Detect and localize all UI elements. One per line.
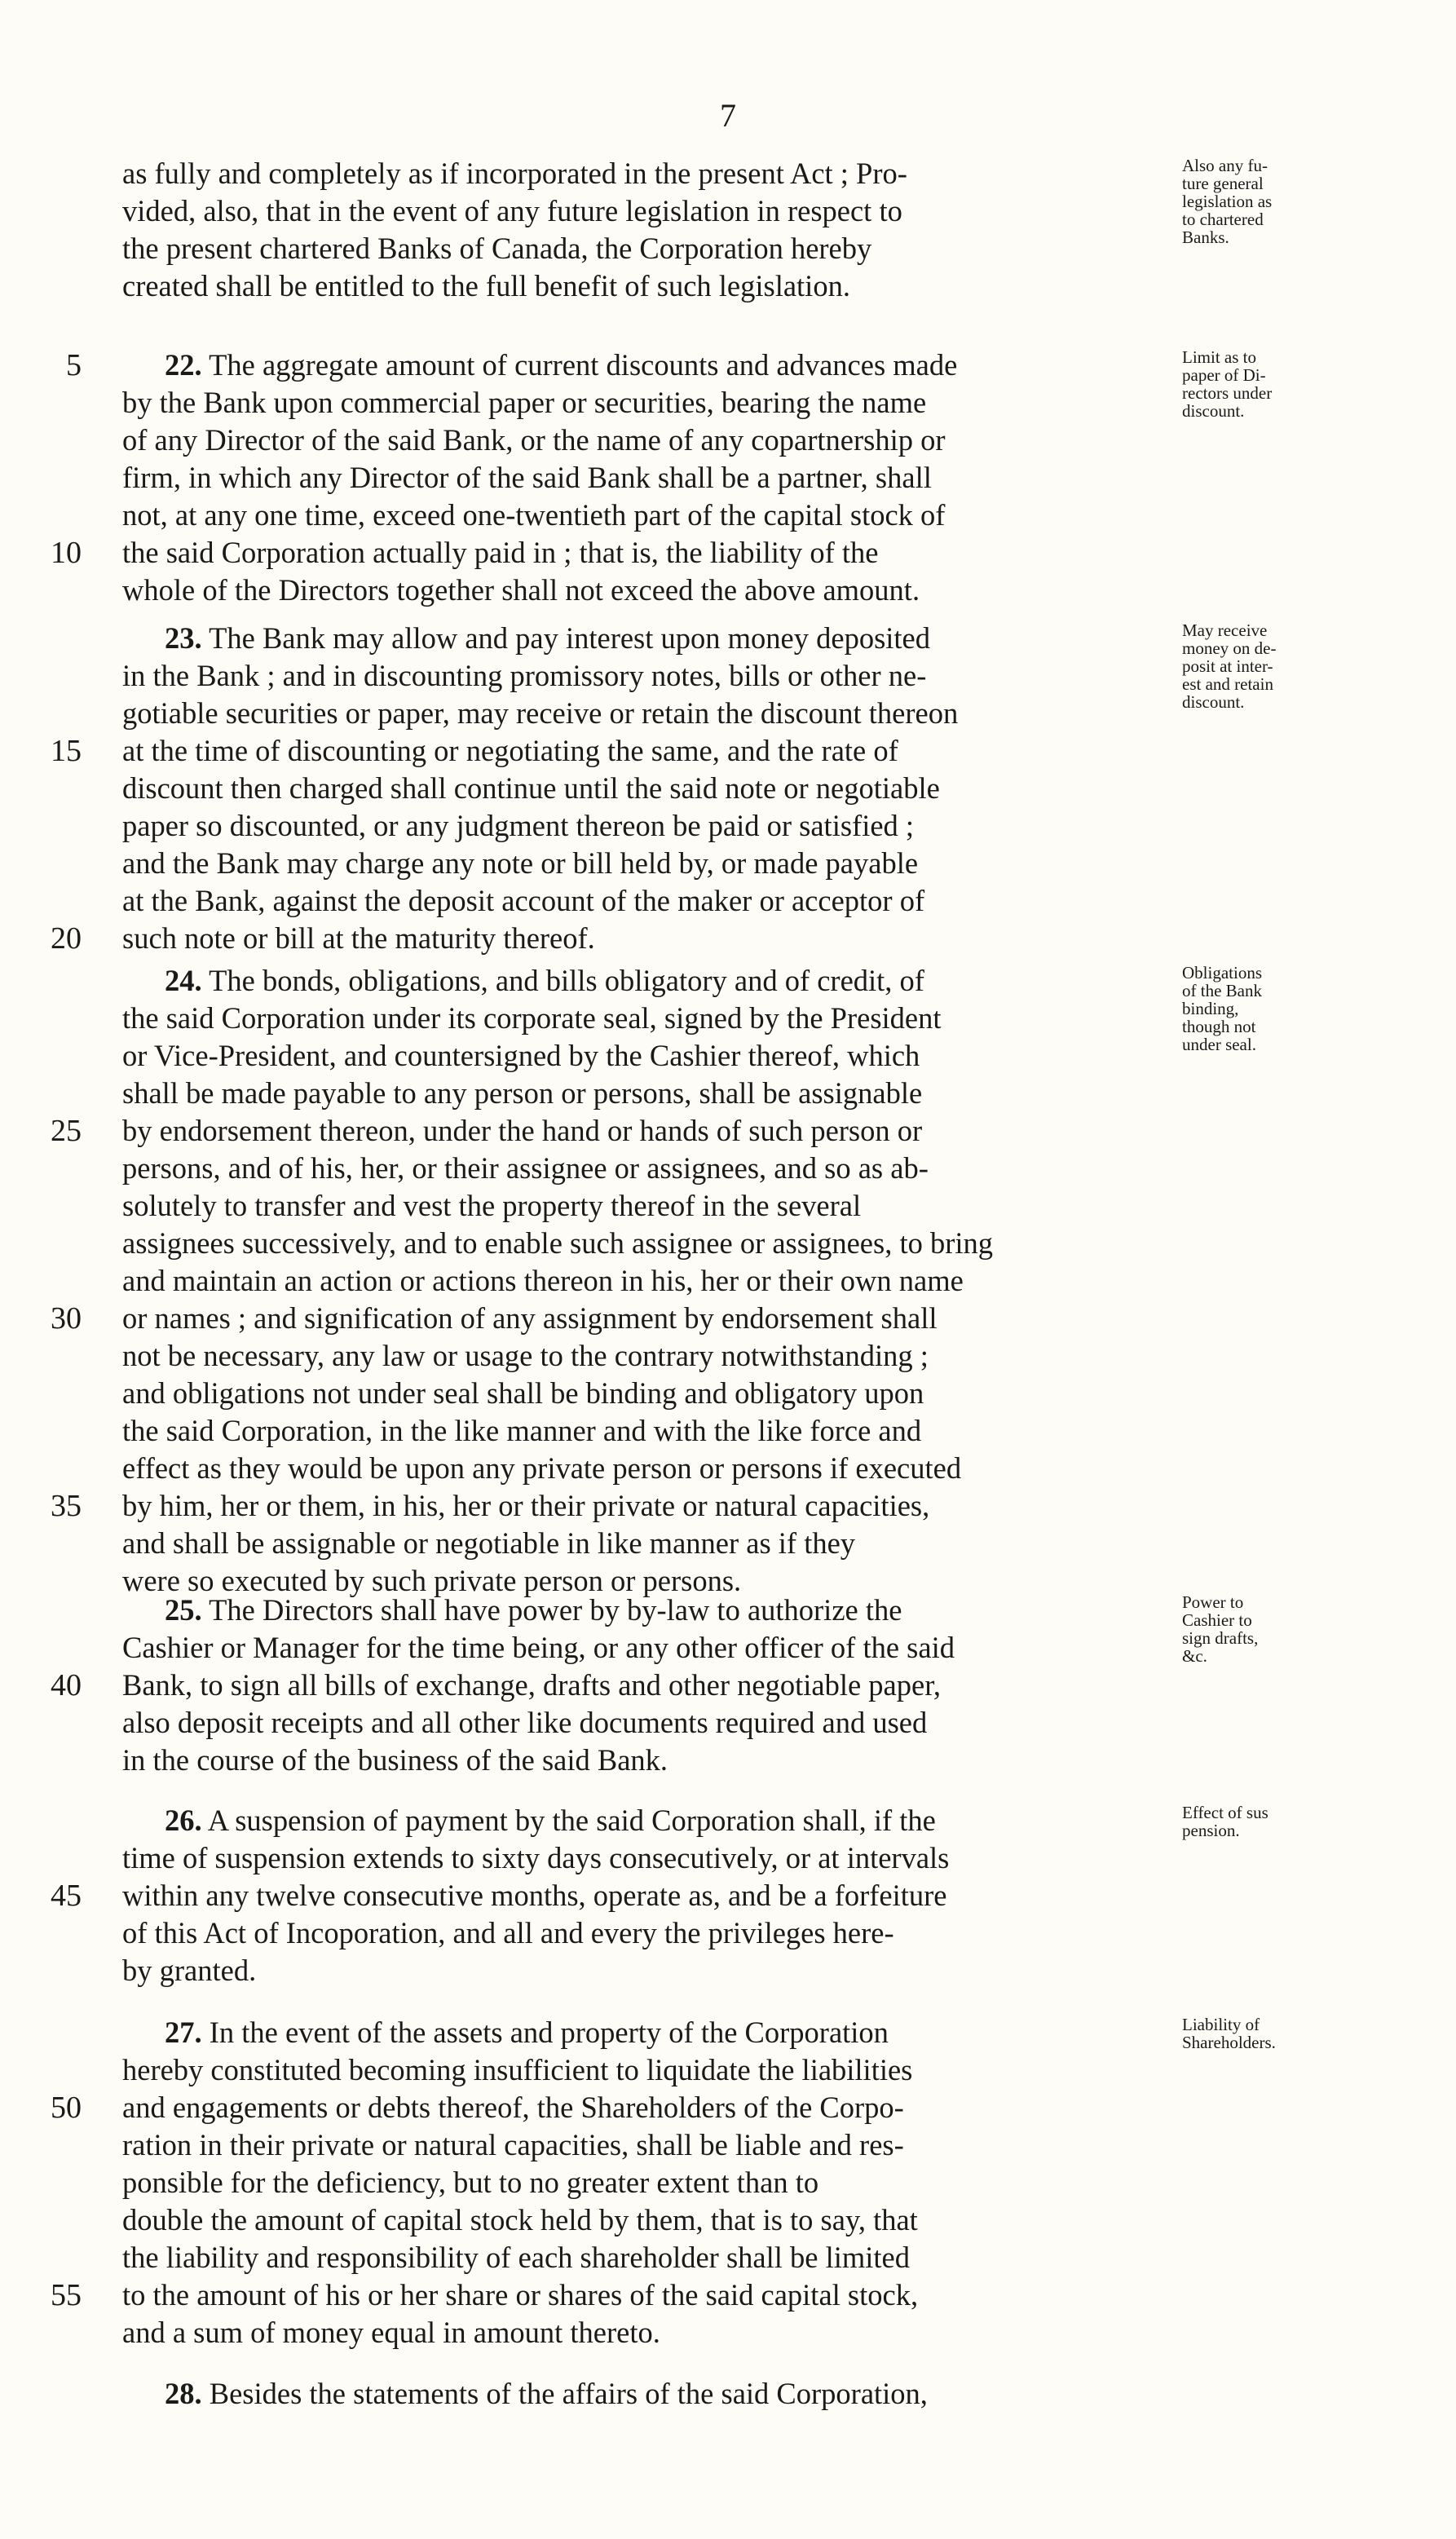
line-number: 15: [51, 734, 82, 768]
line-number: 30: [51, 1301, 82, 1336]
line-text: A suspension of payment by the said Corporation shall, if the: [201, 1804, 936, 1837]
line-text: or Vice-President, and countersigned by the Cashier thereof, which: [122, 1039, 920, 1072]
line-text: The bonds, obligations, and bills obligatory and of credit, of: [201, 964, 924, 997]
margin-note-line: of the Bank: [1182, 981, 1262, 1000]
margin-note-line: Obligations: [1182, 963, 1262, 982]
line-text: solutely to transfer and vest the property thereof in the several: [122, 1189, 862, 1222]
section-number: 27.: [165, 2016, 202, 2049]
text-line: [122, 192, 1174, 230]
text-line: [51, 1877, 1174, 1914]
line-text: hereby constituted becoming insufficient to liquidate the liabilities: [122, 2053, 913, 2086]
line-text: by him, her or them, in his, her or their private or natural capacities,: [122, 1489, 930, 1522]
section-s27: [51, 2014, 1304, 2360]
line-text: whole of the Directors together shall not exceed the above amount.: [122, 573, 920, 607]
margin-note-line: Banks.: [1182, 227, 1229, 247]
text-line: [122, 1450, 1174, 1487]
line-text: by endorsement thereon, under the hand or hands of such person or: [122, 1114, 923, 1147]
line-number: 45: [51, 1879, 82, 1913]
margin-note-line: money on de-: [1182, 638, 1277, 658]
text-line: [122, 230, 1174, 267]
margin-note-line: legislation as: [1182, 192, 1273, 211]
line-text: and engagements or debts thereof, the Shareholders of the Corpo-: [122, 2091, 904, 2124]
line-text: as fully and completely as if incorporated in the present Act ; Pro-: [122, 157, 907, 190]
section-number: 24.: [165, 964, 202, 997]
text-line: [122, 2014, 1174, 2051]
margin-note-line: pension.: [1182, 1821, 1240, 1840]
text-line: [122, 1037, 1174, 1075]
line-text: were so executed by such private person or persons.: [122, 1564, 742, 1597]
text-line: [122, 155, 1174, 192]
section-s22: [51, 347, 1304, 617]
section-number: 26.: [165, 1804, 202, 1837]
section-number: 28.: [165, 2377, 202, 2410]
margin-note: [1182, 348, 1308, 420]
line-text: or names ; and signification of any assignment by endorsement shall: [122, 1301, 938, 1335]
line-text: to the amount of his or her share or shares of the said capital stock,: [122, 2278, 919, 2312]
line-number: 25: [51, 1114, 82, 1148]
text-line: [122, 1075, 1174, 1112]
margin-note: [1182, 1593, 1308, 1665]
section-s28: [122, 2375, 1304, 2421]
text-line: [122, 384, 1174, 422]
line-number: 55: [51, 2278, 82, 2312]
line-text: the said Corporation under its corporate seal, signed by the President: [122, 1001, 942, 1035]
line-text: at the time of discounting or negotiating the same, and the rate of: [122, 734, 898, 767]
line-text: The aggregate amount of current discounts and advances made: [201, 348, 958, 382]
line-text: also deposit receipts and all other like documents required and used: [122, 1706, 928, 1739]
margin-note-line: est and retain: [1182, 674, 1273, 694]
margin-note: [1182, 964, 1308, 1053]
margin-note: [1182, 2016, 1308, 2051]
text-line: [122, 1704, 1174, 1742]
line-text: of any Director of the said Bank, or the name of any copartnership or: [122, 423, 946, 457]
line-text: and maintain an action or actions thereon in his, her or their own name: [122, 1264, 964, 1297]
line-number: 35: [51, 1489, 82, 1523]
text-line: [122, 695, 1174, 732]
line-text: vided, also, that in the event of any future legislation in respect to: [122, 194, 902, 227]
text-line: [66, 347, 1174, 384]
line-text: time of suspension extends to sixty days consecutively, or at intervals: [122, 1841, 950, 1874]
line-text: persons, and of his, her, or their assignee or assignees, and so as ab-: [122, 1151, 929, 1185]
line-text: created shall be entitled to the full benefit of such legislation.: [122, 269, 850, 302]
margin-note: [1182, 157, 1308, 246]
text-line: [122, 1629, 1174, 1667]
line-text: by the Bank upon commercial paper or securities, bearing the name: [122, 386, 927, 419]
margin-note-line: Power to: [1182, 1592, 1244, 1612]
line-text: within any twelve consecutive months, operate as, and be a forfeiture: [122, 1879, 947, 1912]
margin-note-line: under seal.: [1182, 1035, 1256, 1054]
margin-note-line: paper of Di-: [1182, 365, 1266, 385]
line-text: assignees successively, and to enable such assignee or assignees, to bring: [122, 1226, 994, 1260]
text-line: [51, 1487, 1174, 1525]
text-line: [122, 459, 1174, 497]
margin-note-line: discount.: [1182, 692, 1245, 712]
text-line: [122, 1375, 1174, 1412]
section-number: 25.: [165, 1593, 202, 1627]
line-text: of this Act of Incoporation, and all and every the privileges here-: [122, 1916, 894, 1950]
section-number: 22.: [165, 348, 202, 382]
line-text: shall be made payable to any person or persons, shall be assignable: [122, 1076, 923, 1110]
margin-note-line: ture general: [1182, 174, 1264, 193]
section-s26: [51, 1802, 1304, 1998]
line-text: in the course of the business of the said Bank.: [122, 1743, 668, 1777]
text-line: [122, 1525, 1174, 1562]
line-text: and shall be assignable or negotiable in like manner as if they: [122, 1526, 856, 1560]
line-text: firm, in which any Director of the said Bank shall be a partner, shall: [122, 461, 932, 494]
line-text: double the amount of capital stock held by them, that is to say, that: [122, 2203, 918, 2237]
line-text: at the Bank, against the deposit account of the maker or acceptor of: [122, 884, 925, 917]
text-line: [122, 2375, 1174, 2413]
text-line: [122, 1187, 1174, 1225]
text-line: [51, 1300, 1174, 1337]
line-text: ponsible for the deficiency, but to no greater extent than to: [122, 2166, 819, 2199]
line-text: the said Corporation actually paid in ; that is, the liability of the: [122, 536, 879, 569]
text-line: [122, 572, 1174, 609]
text-line: [122, 422, 1174, 459]
text-line: [122, 962, 1174, 1000]
line-number: 50: [51, 2091, 82, 2125]
line-text: not be necessary, any law or usage to the contrary notwithstanding ;: [122, 1339, 929, 1372]
margin-note-line: Shareholders.: [1182, 2033, 1276, 2052]
text-line: [122, 845, 1174, 882]
text-line: [51, 2089, 1174, 2126]
text-line: [122, 1839, 1174, 1877]
text-line: [122, 1412, 1174, 1450]
text-line: [122, 2201, 1174, 2239]
text-line: [122, 1000, 1174, 1037]
line-text: ration in their private or natural capacities, shall be liable and res-: [122, 2128, 904, 2161]
line-text: discount then charged shall continue until the said note or negotiable: [122, 771, 940, 805]
text-line: [122, 1592, 1174, 1629]
section-number: 23.: [165, 621, 202, 655]
margin-note-line: Cashier to: [1182, 1610, 1252, 1630]
margin-note-line: Limit as to: [1182, 347, 1256, 367]
text-line: [122, 2164, 1174, 2201]
text-line: [122, 2314, 1174, 2351]
text-line: [122, 770, 1174, 807]
line-text: Bank, to sign all bills of exchange, drafts and other negotiable paper,: [122, 1668, 942, 1702]
text-line: [51, 2276, 1174, 2314]
line-text: the liability and responsibility of each shareholder shall be limited: [122, 2241, 910, 2274]
line-text: not, at any one time, exceed one-twentieth part of the capital stock of: [122, 498, 946, 532]
section-cont: [122, 155, 1304, 313]
text-line: [122, 2051, 1174, 2089]
line-number: 40: [51, 1668, 82, 1702]
line-text: The Directors shall have power by by-law to authorize the: [201, 1593, 902, 1627]
text-line: [122, 497, 1174, 534]
line-text: Cashier or Manager for the time being, or any other officer of the said: [122, 1631, 955, 1664]
text-line: [122, 807, 1174, 845]
margin-note-line: posit at inter-: [1182, 656, 1273, 676]
text-line: [122, 1742, 1174, 1779]
margin-note-line: though not: [1182, 1017, 1256, 1036]
text-line: [122, 267, 1174, 305]
line-number: 20: [51, 921, 82, 956]
line-text: and the Bank may charge any note or bill held by, or made payable: [122, 846, 919, 880]
margin-note-line: Liability of: [1182, 2015, 1260, 2034]
line-text: effect as they would be upon any private person or persons if executed: [122, 1451, 962, 1485]
line-text: paper so discounted, or any judgment thereon be paid or satisfied ;: [122, 809, 915, 842]
line-text: by granted.: [122, 1954, 257, 1987]
text-line: [122, 1337, 1174, 1375]
line-text: and obligations not under seal shall be binding and obligatory upon: [122, 1376, 924, 1410]
line-text: In the event of the assets and property of the Corporation: [201, 2016, 889, 2049]
line-number: 10: [51, 536, 82, 570]
margin-note-line: &c.: [1182, 1646, 1207, 1666]
text-line: [122, 620, 1174, 657]
text-line: [122, 1225, 1174, 1262]
margin-note-line: May receive: [1182, 620, 1268, 640]
text-line: [51, 1112, 1174, 1150]
line-text: The Bank may allow and pay interest upon money deposited: [201, 621, 931, 655]
margin-note-line: binding,: [1182, 999, 1239, 1018]
text-line: [122, 882, 1174, 920]
text-line: [51, 920, 1174, 957]
page-number: 7: [720, 97, 736, 134]
text-line: [122, 1802, 1174, 1839]
margin-note-line: Also any fu-: [1182, 156, 1268, 175]
text-line: [122, 1262, 1174, 1300]
line-text: such note or bill at the maturity thereof.: [122, 921, 595, 955]
text-line: [122, 657, 1174, 695]
section-s24: [51, 962, 1304, 1608]
text-line: [122, 1914, 1174, 1952]
margin-note-line: sign drafts,: [1182, 1628, 1259, 1648]
section-s25: [51, 1592, 1304, 1787]
line-text: and a sum of money equal in amount thereto.: [122, 2316, 660, 2349]
section-s23: [51, 620, 1304, 965]
margin-note-line: discount.: [1182, 401, 1245, 421]
line-text: Besides the statements of the affairs of the said Corporation,: [201, 2377, 928, 2410]
line-number: 5: [66, 348, 82, 382]
text-line: [122, 2239, 1174, 2276]
line-text: the present chartered Banks of Canada, the Corporation hereby: [122, 232, 872, 265]
line-text: gotiable securities or paper, may receive or retain the discount thereon: [122, 696, 959, 730]
text-line: [51, 732, 1174, 770]
line-text: in the Bank ; and in discounting promissory notes, bills or other ne-: [122, 659, 927, 692]
text-line: [122, 1150, 1174, 1187]
margin-note: [1182, 1804, 1308, 1839]
text-line: [51, 534, 1174, 572]
line-text: the said Corporation, in the like manner and with the like force and: [122, 1414, 922, 1447]
margin-note-line: Effect of sus: [1182, 1803, 1268, 1822]
margin-note: [1182, 621, 1308, 711]
margin-note-line: rectors under: [1182, 383, 1273, 403]
text-line: [51, 1667, 1174, 1704]
text-line: [122, 2126, 1174, 2164]
text-line: [122, 1952, 1174, 1989]
margin-note-line: to chartered: [1182, 210, 1264, 229]
